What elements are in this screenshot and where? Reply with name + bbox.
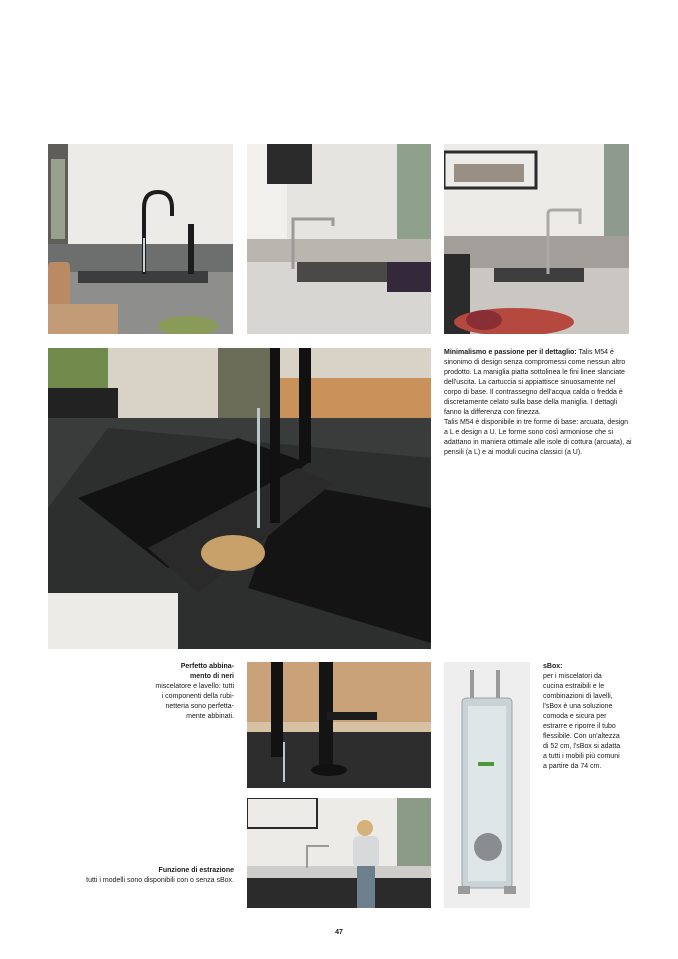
blacks-text-block [130,662,234,722]
sbox-text-block [543,662,635,772]
sbox-line: estrarre e riporre il tubo [543,723,616,730]
sbox-line: combinazioni di lavelli, [543,693,613,700]
sbox-line: l'sBox è una soluzione [543,703,613,710]
blacks-heading-line1: Perfetto abbina- [180,663,234,670]
blacks-line: mente abbinati. [186,713,234,720]
photo-kitchen-arc-faucet [48,144,233,334]
sbox-line: cucina estraibili e le [543,683,605,690]
blacks-line: i componenti della rubi- [161,693,234,700]
pullout-text-block [40,866,234,886]
sbox-line: comoda e sicura per [543,713,607,720]
sbox-line: di 52 cm, l'sBox si adatta [543,743,621,750]
photo-sbox-product [444,662,530,908]
photo-kitchen-u-faucet [444,144,629,334]
page-number: 47 [335,929,343,936]
pullout-description: tutti i modelli sono disponibili con o senza sBox. [86,877,234,884]
photo-black-faucet-detail [247,662,431,788]
minimalism-text-block [444,348,632,458]
photo-black-sink-large [48,348,431,649]
pullout-heading: Funzione di estrazione [158,867,234,874]
sbox-line: per i miscelatori da [543,673,602,680]
blacks-line: miscelatore e lavello: tutti [155,683,234,690]
sbox-line: flessibile. Con un'altezza [543,733,620,740]
blacks-heading-line2: mento di neri [190,673,234,680]
sbox-heading: sBox: [543,663,563,670]
sbox-line: a partire da 74 cm. [543,763,602,770]
photo-kitchen-l-faucet [247,144,431,334]
minimalism-heading: Minimalismo e passione per il dettaglio: [444,349,577,356]
photo-pullout-function [247,798,431,908]
minimalism-paragraph-2: Talis M54 è disponibile in tre forme di base: arcuata, design a L e design a U. Le forme sono così armoniose che si adattano in maniera ottimale alle isole di cottura (arcuata), ai pensili (a L) e ai moduli cucina classici (a U). [444,419,632,456]
sbox-line: a tutti i mobili più comuni [543,753,620,760]
minimalism-paragraph-1: Talis M54 è sinonimo di design senza compromessi come nessun altro prodotto. La maniglia piatta sottolinea le fini linee slanciate dell'uscita. La cartuccia si appiattisce sinuosamente nel corpo di base. Il contrassegno dell'acqua calda o fredda è discretamente celato sulla base della maniglia. I dettagli fanno la differenza con finezza. [444,349,626,416]
blacks-line: netteria sono perfetta- [165,703,234,710]
